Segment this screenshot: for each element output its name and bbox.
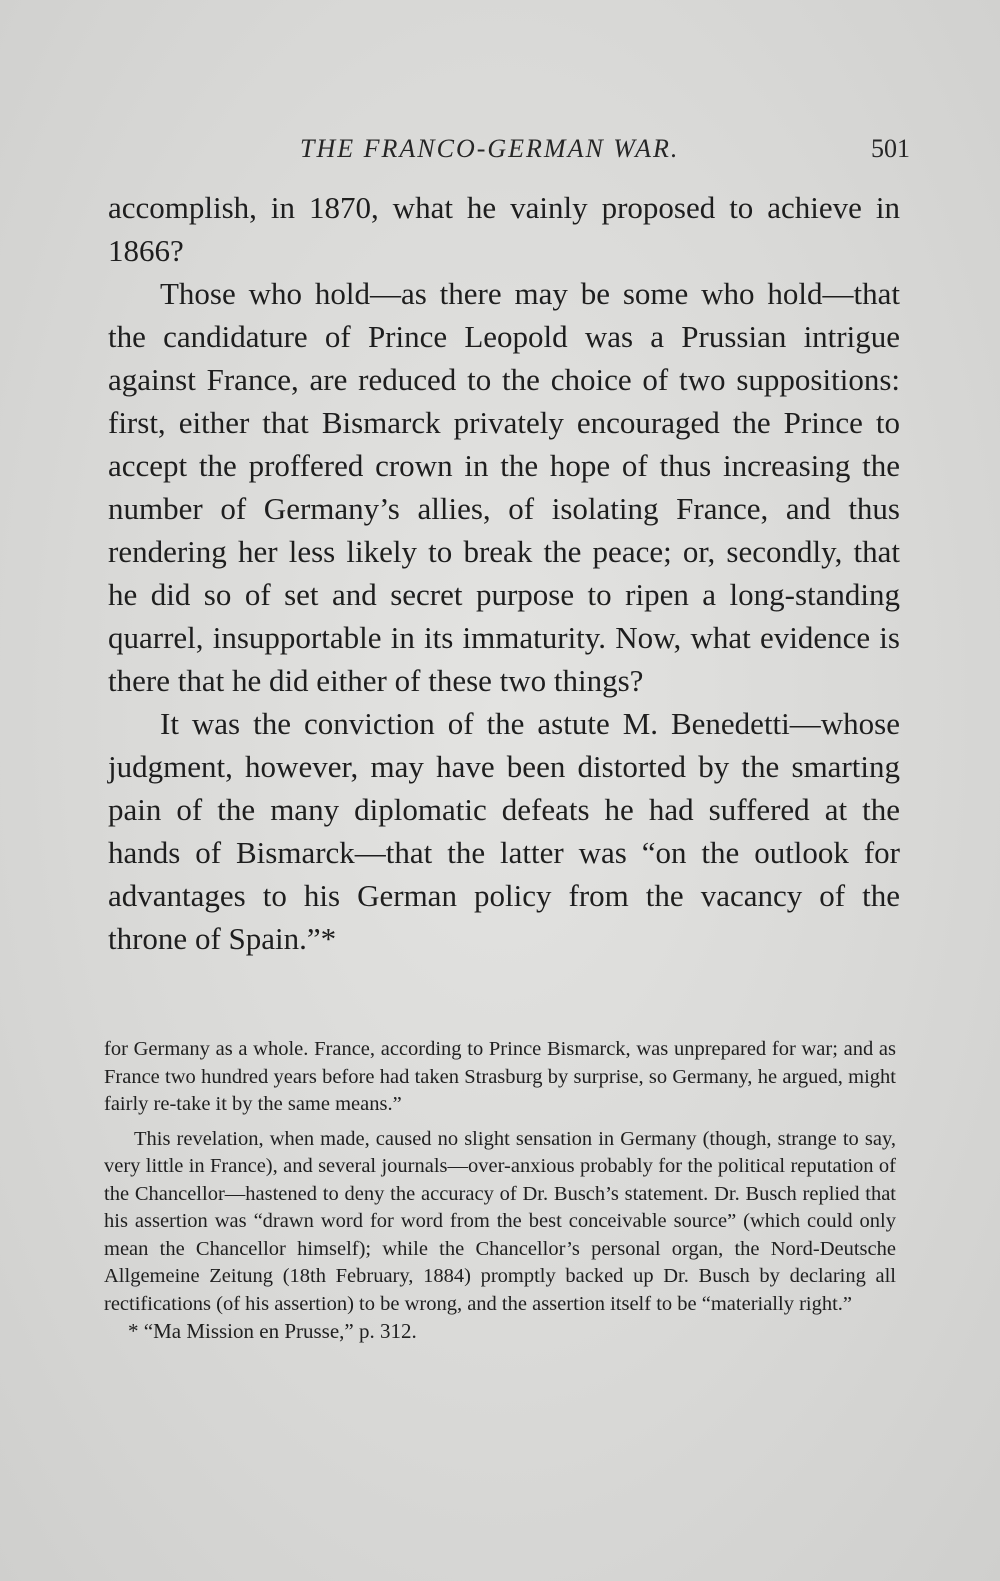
footnotes [104, 1036, 896, 1346]
page-header [110, 134, 910, 170]
footnote-paragraph: This revelation, when made, caused no slight sensation in Germany (though, strange to say, very little in France), and several journals—over-anxious probably for the political reputation of the Chancellor—hastened to deny the accuracy of Dr. Busch’s statement. Dr. Busch replied that his assertion was “drawn word for word from the best conceivable source” (which could only mean the Chancellor himself); while the Chancellor’s personal organ, the Nord-Deutsche Allgemeine Zeitung (18th February, 1884) promptly backed up Dr. Busch by declaring all rectifications (of his assertion) to be wrong, and the assertion itself to be “materially right.” [104, 1127, 896, 1315]
main-text [108, 186, 900, 960]
paragraph-suppositions: Those who hold—as there may be some who hold—that the candidature of Prince Leopold was a Prussian intrigue against France, are reduced to the choice of two suppositions: first, either that Bismarck privately encouraged the Prince to accept the proffered crown in the hope of thus increasing the number of Germany’s allies, of isolating France, and thus rendering her less likely to break the peace; or, secondly, that he did so of set and secret purpose to ripen a long-standing quarrel, insupportable in its immaturity. Now, what evidence is there that he did either of these two things? [108, 276, 900, 698]
running-title: THE FRANCO-GERMAN WAR. [300, 134, 680, 163]
footnote-reference: * “Ma Mission en Prusse,” p. 312. [128, 1319, 417, 1343]
paragraph-benedetti: It was the conviction of the astute M. Benedetti—whose judgment, however, may have been distorted by the smarting pain of the many diplomatic defeats he had suffered at the hands of Bismarck—that the latter was “on the outlook for advantages to his German policy from the vacancy of the throne of Spain.”* [108, 706, 900, 956]
page-number: 501 [871, 134, 910, 163]
footnote-continuation: for Germany as a whole. France, according to Prince Bismarck, was unprepared for war; and as France two hundred years before had taken Strasburg by surprise, so Germany, he argued, might fairly re-take it by the same means.” [104, 1038, 896, 1115]
paragraph-continuation: accomplish, in 1870, what he vainly proposed to achieve in 1866? [108, 190, 900, 268]
